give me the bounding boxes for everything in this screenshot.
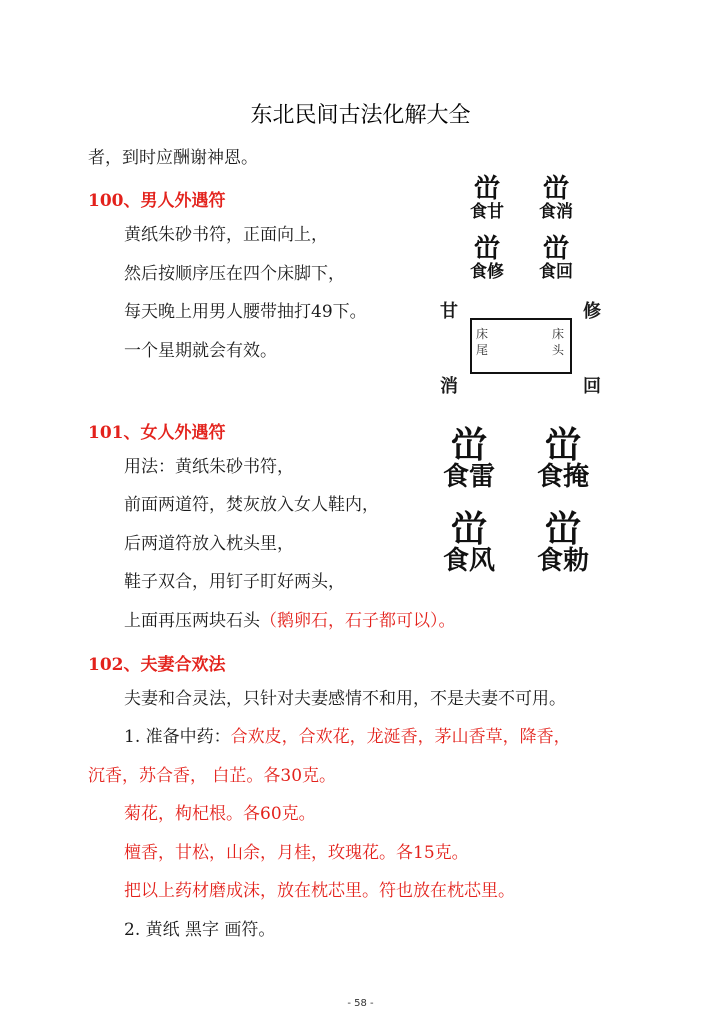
bed-corner-top-right: 修 [583,301,601,322]
section-102-herbs-4: 把以上药材磨成沫，放在枕芯里。符也放在枕芯里。 [124,881,515,901]
intro-line: 者，到时应酬谢神恩。 [88,148,258,168]
talisman-chi-top: 峃 [544,508,581,550]
talisman-xiu-bottom: 食修 [470,262,504,282]
section-102-heading: 102、夫妻合欢法 [88,655,226,675]
talisman-xiao-top: 峃 [542,174,569,204]
talisman-gan [464,176,510,222]
section-101-line-1: 用法：黄纸朱砂书符， [124,457,294,477]
talisman-feng-top: 峃 [450,508,487,550]
talisman-hui-bottom: 食回 [539,262,573,282]
bed-head-label: 床 头 [552,327,565,357]
item-1-prefix: 1. 准备中药： [124,727,231,747]
section-100-line-2: 然后按顺序压在四个床脚下， [124,264,345,284]
talisman-gan-bottom: 食甘 [470,202,504,222]
talisman-yan [530,424,596,492]
section-102-item-1-continued: 沉香，苏合香， 白芷。各30克。 [88,766,337,786]
talisman-xiu [464,236,510,282]
talisman-xiao [533,176,579,222]
talisman-hui [533,236,579,282]
page-number: - 58 - [347,998,374,1009]
talisman-gan-top: 峃 [473,174,500,204]
talisman-chi-bottom: 食勅 [536,546,589,576]
section-102-item-1 [124,727,571,747]
talisman-hui-top: 峃 [542,234,569,264]
section-100-line-1: 黄纸朱砂书符，正面向上， [124,225,328,245]
talisman-lei [436,424,502,492]
talisman-yan-bottom: 食掩 [536,462,589,492]
section-100-line-4: 一个星期就会有效。 [124,341,277,361]
section-100-line-3: 每天晚上用男人腰带抽打49下。 [124,302,367,322]
section-101-line-5-note: （鹅卵石，石子都可以）。 [260,611,456,631]
item-1-herbs: 合欢皮，合欢花，龙涎香，茅山香草，降香， [230,727,571,747]
talisman-xiao-bottom: 食消 [539,202,573,222]
section-102-item-2: 2. 黄纸 黑字 画符。 [124,920,276,940]
bed-foot-label: 床 尾 [476,327,489,357]
section-100-heading: 100、男人外遇符 [88,191,226,211]
talisman-feng-bottom: 食风 [442,546,495,576]
section-101-line-5-text: 上面再压两块石头 [124,611,260,631]
bed-corner-top-left: 甘 [440,301,458,322]
talisman-chi [530,508,596,576]
talisman-yan-top: 峃 [544,424,581,466]
section-102-description: 夫妻和合灵法，只针对夫妻感情不和用，不是夫妻不可用。 [124,689,566,709]
section-102-herbs-2: 菊花，枸杞根。各60克。 [124,804,316,824]
section-102-herbs-3: 檀香，甘松，山余，月桂，玫瑰花。各15克。 [124,843,469,863]
bed-corner-bottom-left: 消 [440,376,458,397]
section-101-line-2: 前面两道符，焚灰放入女人鞋内， [124,495,379,515]
page-title: 东北民间古法化解大全 [250,103,471,128]
section-101-line-4: 鞋子双合，用钉子盯好两头， [124,572,345,592]
bed-corner-bottom-right: 回 [583,376,601,397]
talisman-xiu-top: 峃 [473,234,500,264]
talisman-lei-top: 峃 [450,424,487,466]
talisman-feng [436,508,502,576]
talisman-lei-bottom: 食雷 [442,462,495,492]
section-101-line-3: 后两道符放入枕头里， [124,534,294,554]
section-101-heading: 101、女人外遇符 [88,423,226,443]
section-101-line-5 [124,611,456,631]
